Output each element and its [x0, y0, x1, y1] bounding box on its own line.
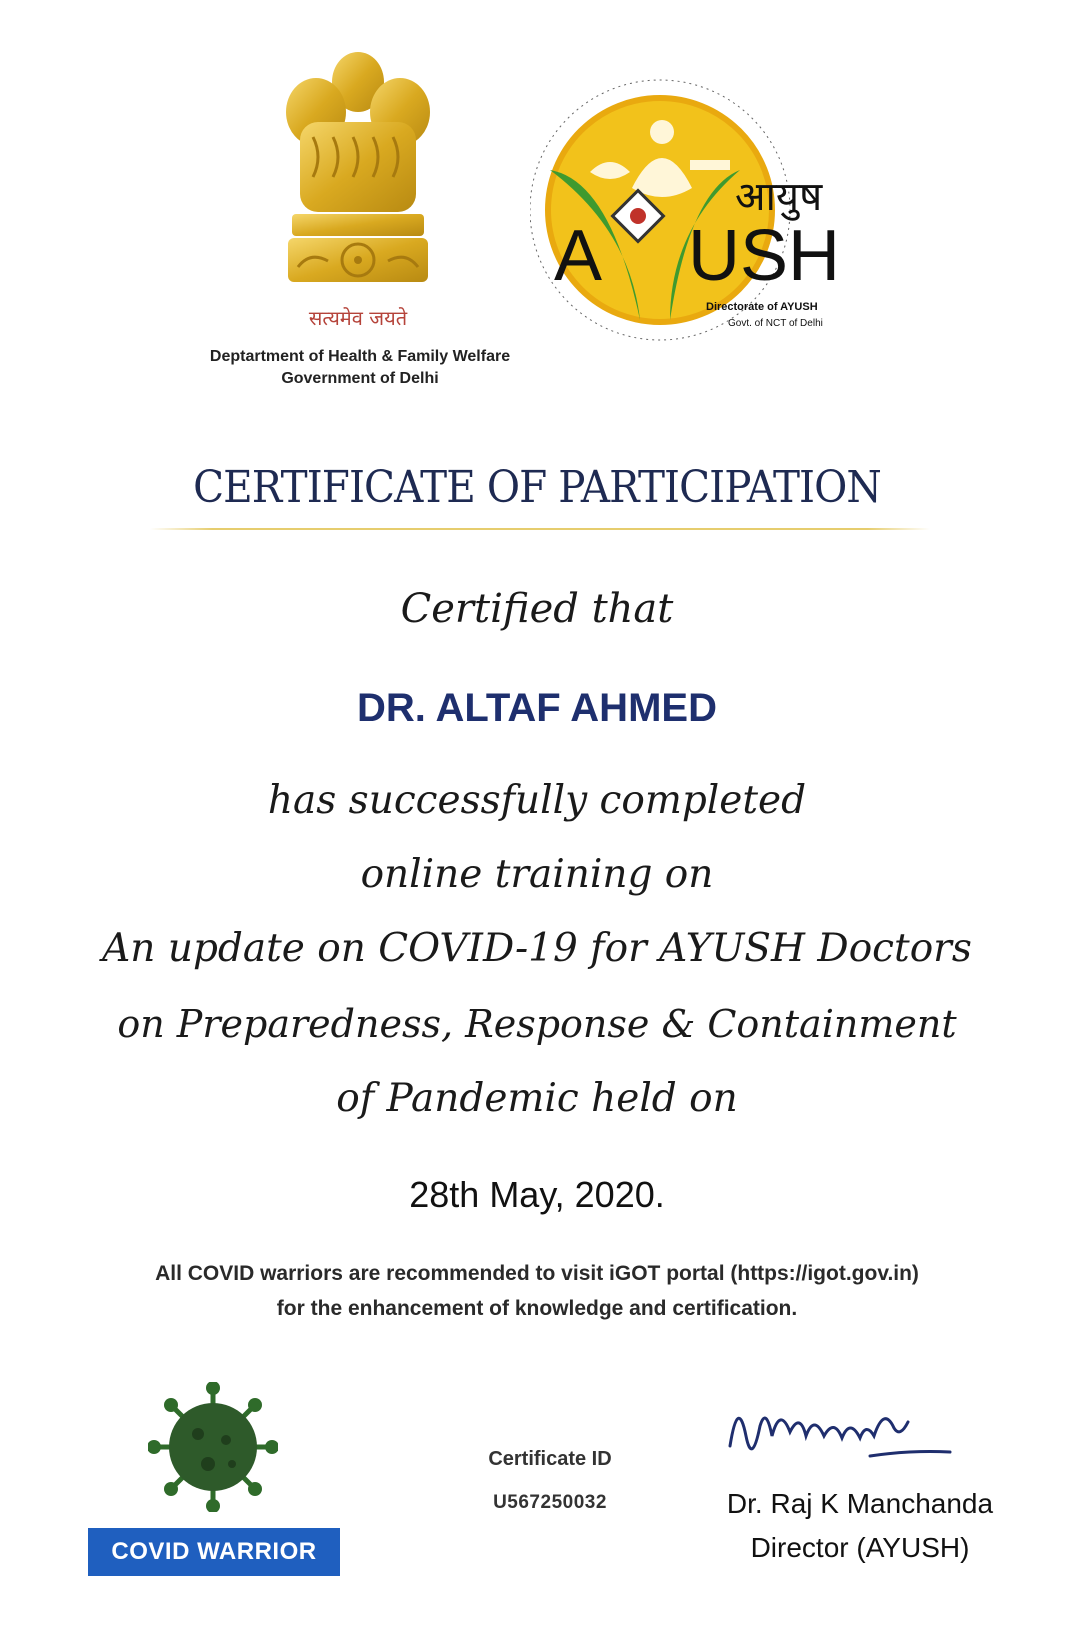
department-name: Deptartment of Health & Family Welfare [209, 348, 511, 365]
national-emblem-icon [278, 42, 438, 302]
course-title-line-3: of Pandemic held on [336, 1076, 738, 1121]
ayush-logo [530, 60, 890, 370]
certified-that-text: Certified that [400, 586, 674, 632]
certificate-id-label: Certificate ID [488, 1448, 612, 1470]
igot-note-line-1: All COVID warriors are recommended to visit iGOT portal (https://igot.gov.in) [155, 1262, 919, 1285]
ayush-directorate: Directorate of AYUSH [706, 301, 818, 313]
ayush-hindi: आयुष [735, 174, 823, 220]
certificate-id-value: U567250032 [493, 1492, 607, 1513]
covid-warrior-badge: COVID WARRIOR [88, 1528, 340, 1576]
recipient-name: DR. ALTAF AHMED [357, 686, 717, 730]
signatory-name: Dr. Raj K Manchanda [726, 1488, 994, 1519]
body-line-2: online training on [360, 852, 714, 897]
ayush-a-letter: A [554, 216, 603, 296]
coronavirus-icon [148, 1382, 278, 1512]
ayush-govt: Govt. of NCT of Delhi [728, 318, 823, 329]
course-title-line-2: on Preparedness, Response & Containment [117, 1002, 957, 1046]
emblem-motto: सत्यमेव जयते [308, 306, 408, 330]
event-date: 28th May, 2020. [409, 1174, 665, 1215]
title-underline [150, 528, 930, 530]
government-name: Government of Delhi [281, 370, 439, 387]
body-line-1: has successfully completed [267, 778, 807, 823]
signatory-title: Director (AYUSH) [750, 1532, 970, 1563]
ayush-ush-letters: USH [688, 216, 841, 296]
course-title-line-1: An update on COVID-19 for AYUSH Doctors [102, 926, 972, 971]
certificate-title: CERTIFICATE OF PARTICIPATION [193, 462, 881, 513]
signature-image [720, 1386, 980, 1476]
igot-note-line-2: for the enhancement of knowledge and certification. [276, 1297, 798, 1320]
